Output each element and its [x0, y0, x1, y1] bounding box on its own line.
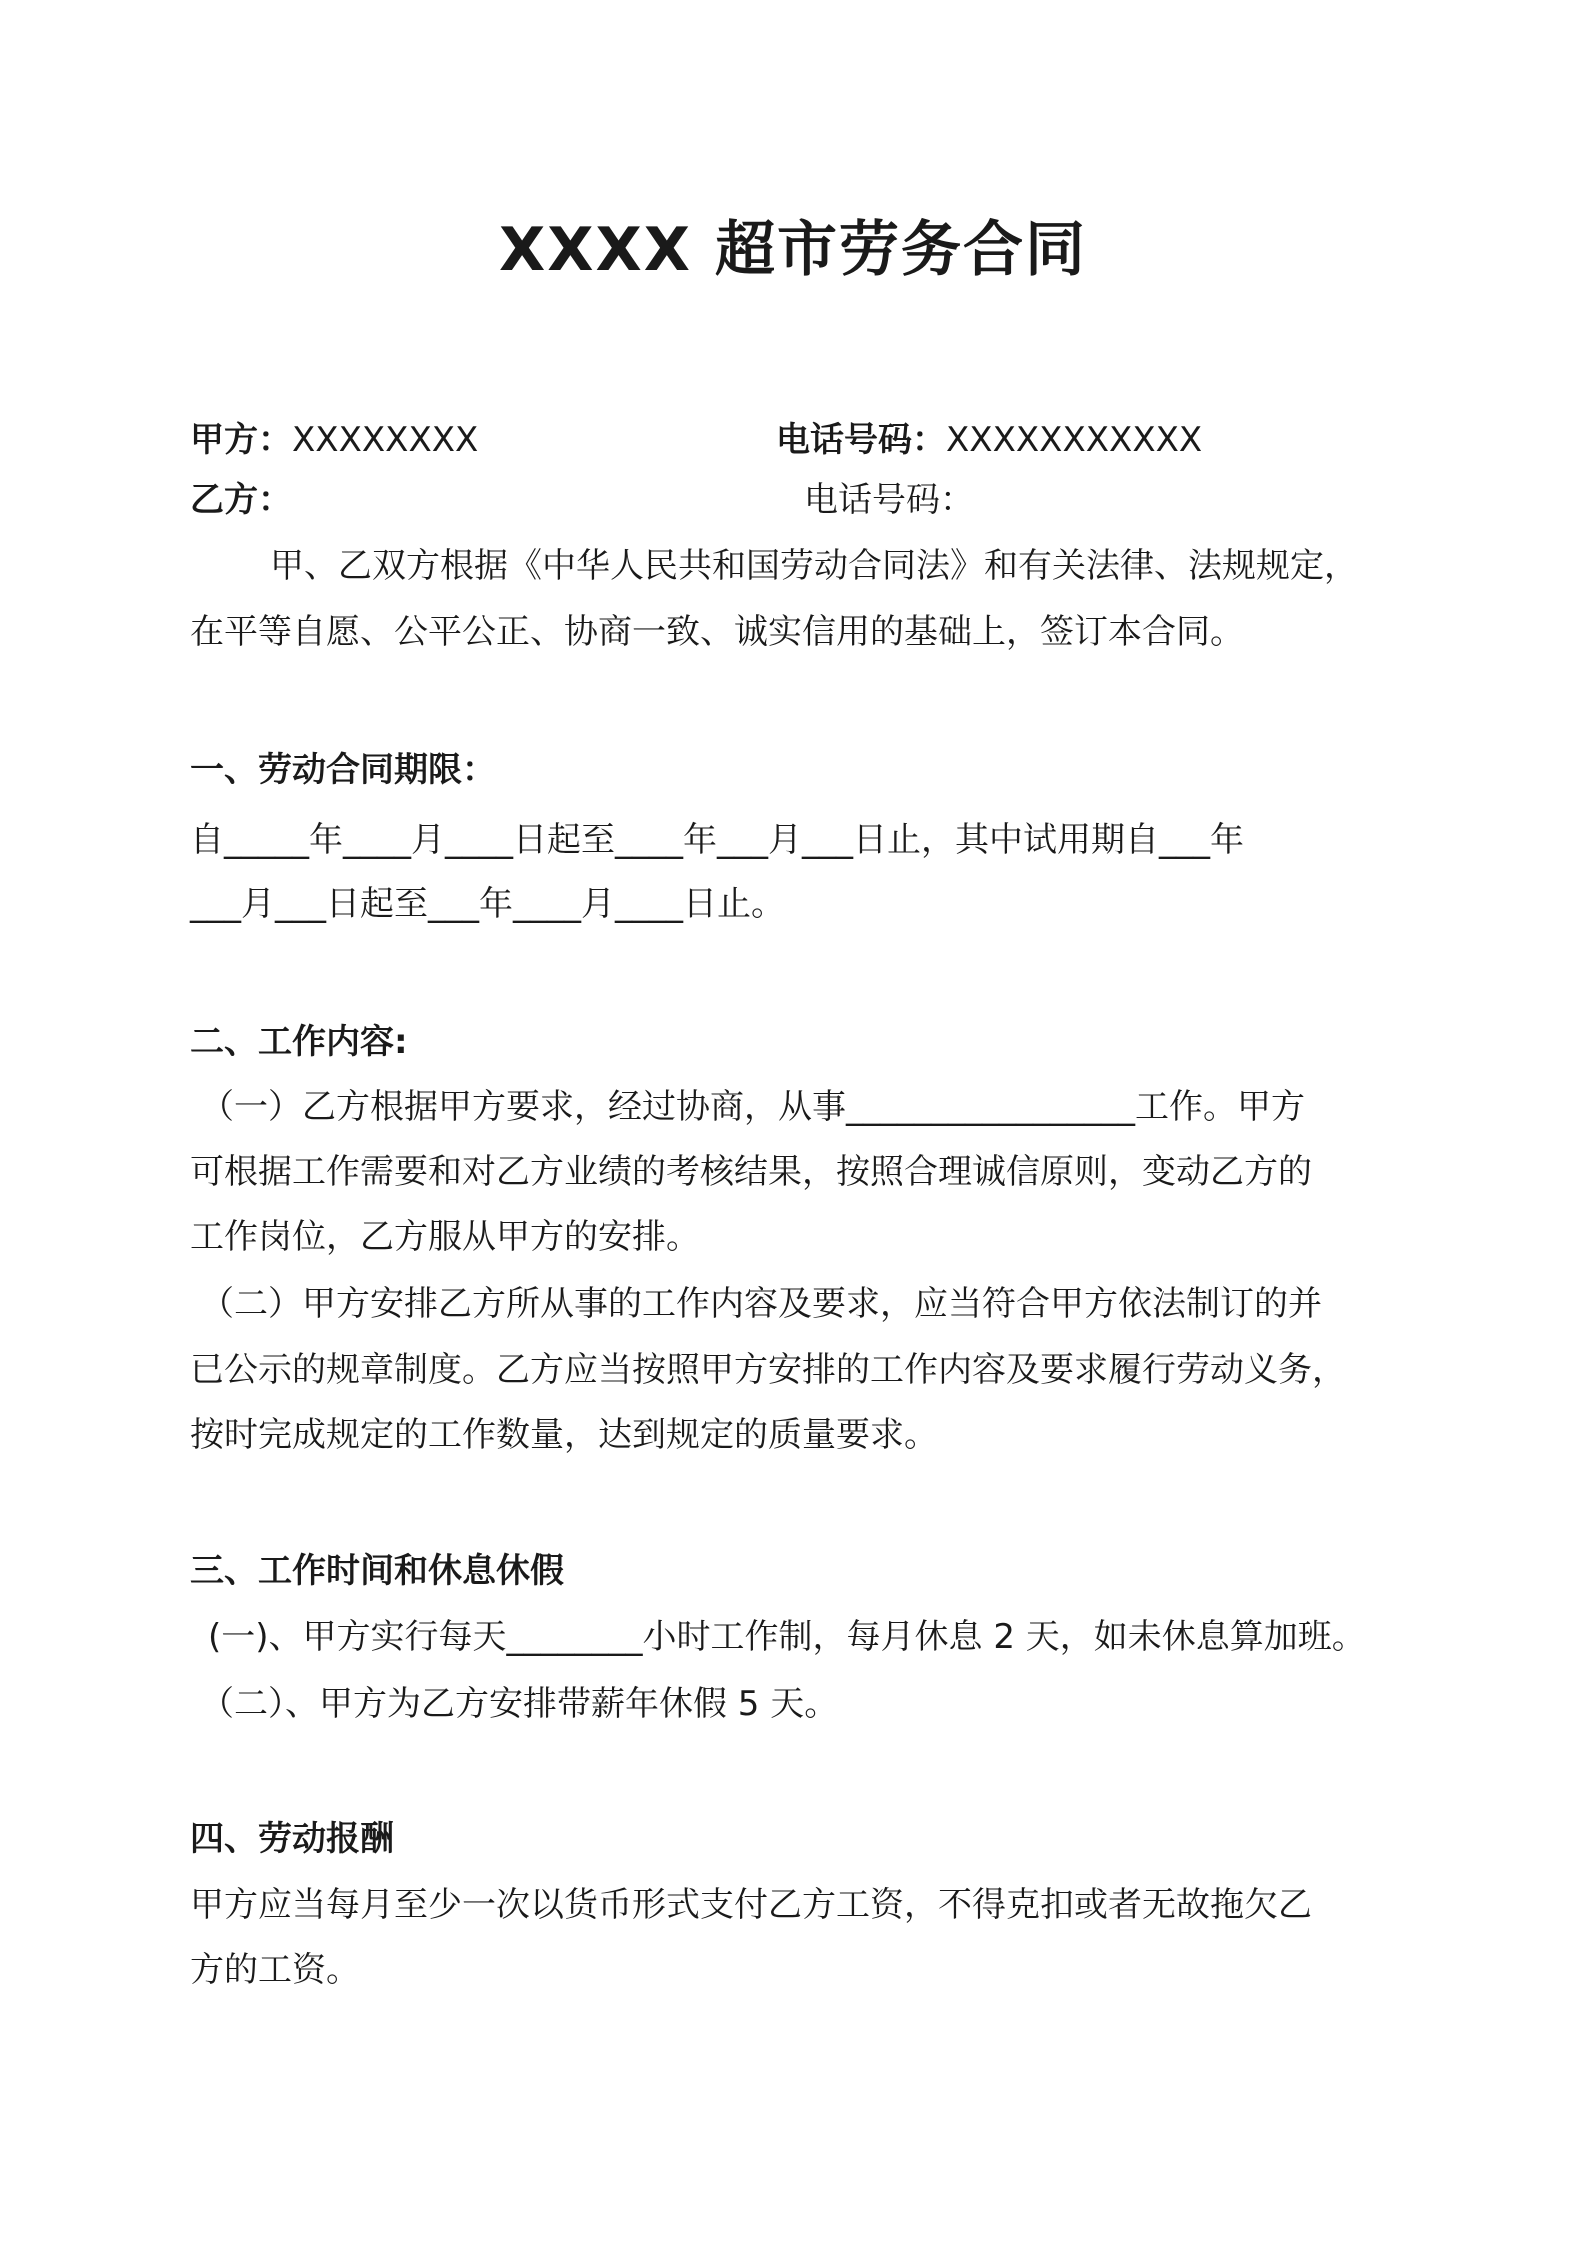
section-3-heading: 三、工作时间和休息休假 — [190, 1551, 564, 1591]
party-b-label: 乙方： — [190, 480, 292, 520]
party-b-phone-row — [804, 476, 974, 524]
preamble-line-2: 在平等自愿、公平公正、协商一致、诚实信用的基础上，签订本合同。 — [190, 612, 1244, 652]
section-4-line-2: 方的工资。 — [190, 1950, 360, 1990]
section-1-line-1: 自_____年____月____日起至____年___月___日止，其中试用期自___年 — [190, 820, 1244, 860]
section-2-line-4: （二）甲方安排乙方所从事的工作内容及要求，应当符合甲方依法制订的并 — [200, 1284, 1322, 1324]
section-3-line-2: （二）、甲方为乙方安排带薪年休假 5 天。 — [200, 1684, 839, 1724]
party-a-row — [190, 416, 478, 464]
party-a-phone-label: 电话号码： — [776, 420, 946, 460]
party-b-phone-label: 电话号码： — [804, 480, 974, 520]
party-a-phone-value: XXXXXXXXXXX — [946, 420, 1203, 460]
section-1-line-2: ___月___日起至___年____月____日止。 — [190, 884, 785, 924]
section-4-heading: 四、劳动报酬 — [190, 1819, 394, 1859]
section-2-line-1: （一）乙方根据甲方要求，经过协商，从事_________________工作。甲方 — [200, 1087, 1305, 1127]
section-2-line-6: 按时完成规定的工作数量，达到规定的质量要求。 — [190, 1415, 938, 1455]
document-title: XXXX 超市劳务合同 — [499, 215, 1087, 285]
party-a-label: 甲方： — [190, 420, 292, 460]
party-b-row — [190, 476, 292, 524]
party-a-phone-row — [776, 416, 1202, 464]
section-2-line-2: 可根据工作需要和对乙方业绩的考核结果，按照合理诚信原则，变动乙方的 — [190, 1152, 1312, 1192]
section-3-line-1: (一)、甲方实行每天________小时工作制，每月休息 2 天，如未休息算加班。 — [208, 1617, 1366, 1657]
party-a-value: XXXXXXXX — [292, 420, 479, 460]
preamble-line-1: 甲、乙双方根据《中华人民共和国劳动合同法》和有关法律、法规规定， — [270, 546, 1358, 586]
section-1-heading: 一、劳动合同期限： — [190, 750, 496, 790]
section-2-line-3: 工作岗位，乙方服从甲方的安排。 — [190, 1217, 700, 1257]
section-2-heading: 二、工作内容: — [190, 1022, 408, 1062]
section-2-line-5: 已公示的规章制度。乙方应当按照甲方安排的工作内容及要求履行劳动义务， — [190, 1350, 1346, 1390]
section-4-line-1: 甲方应当每月至少一次以货币形式支付乙方工资，不得克扣或者无故拖欠乙 — [190, 1885, 1312, 1925]
